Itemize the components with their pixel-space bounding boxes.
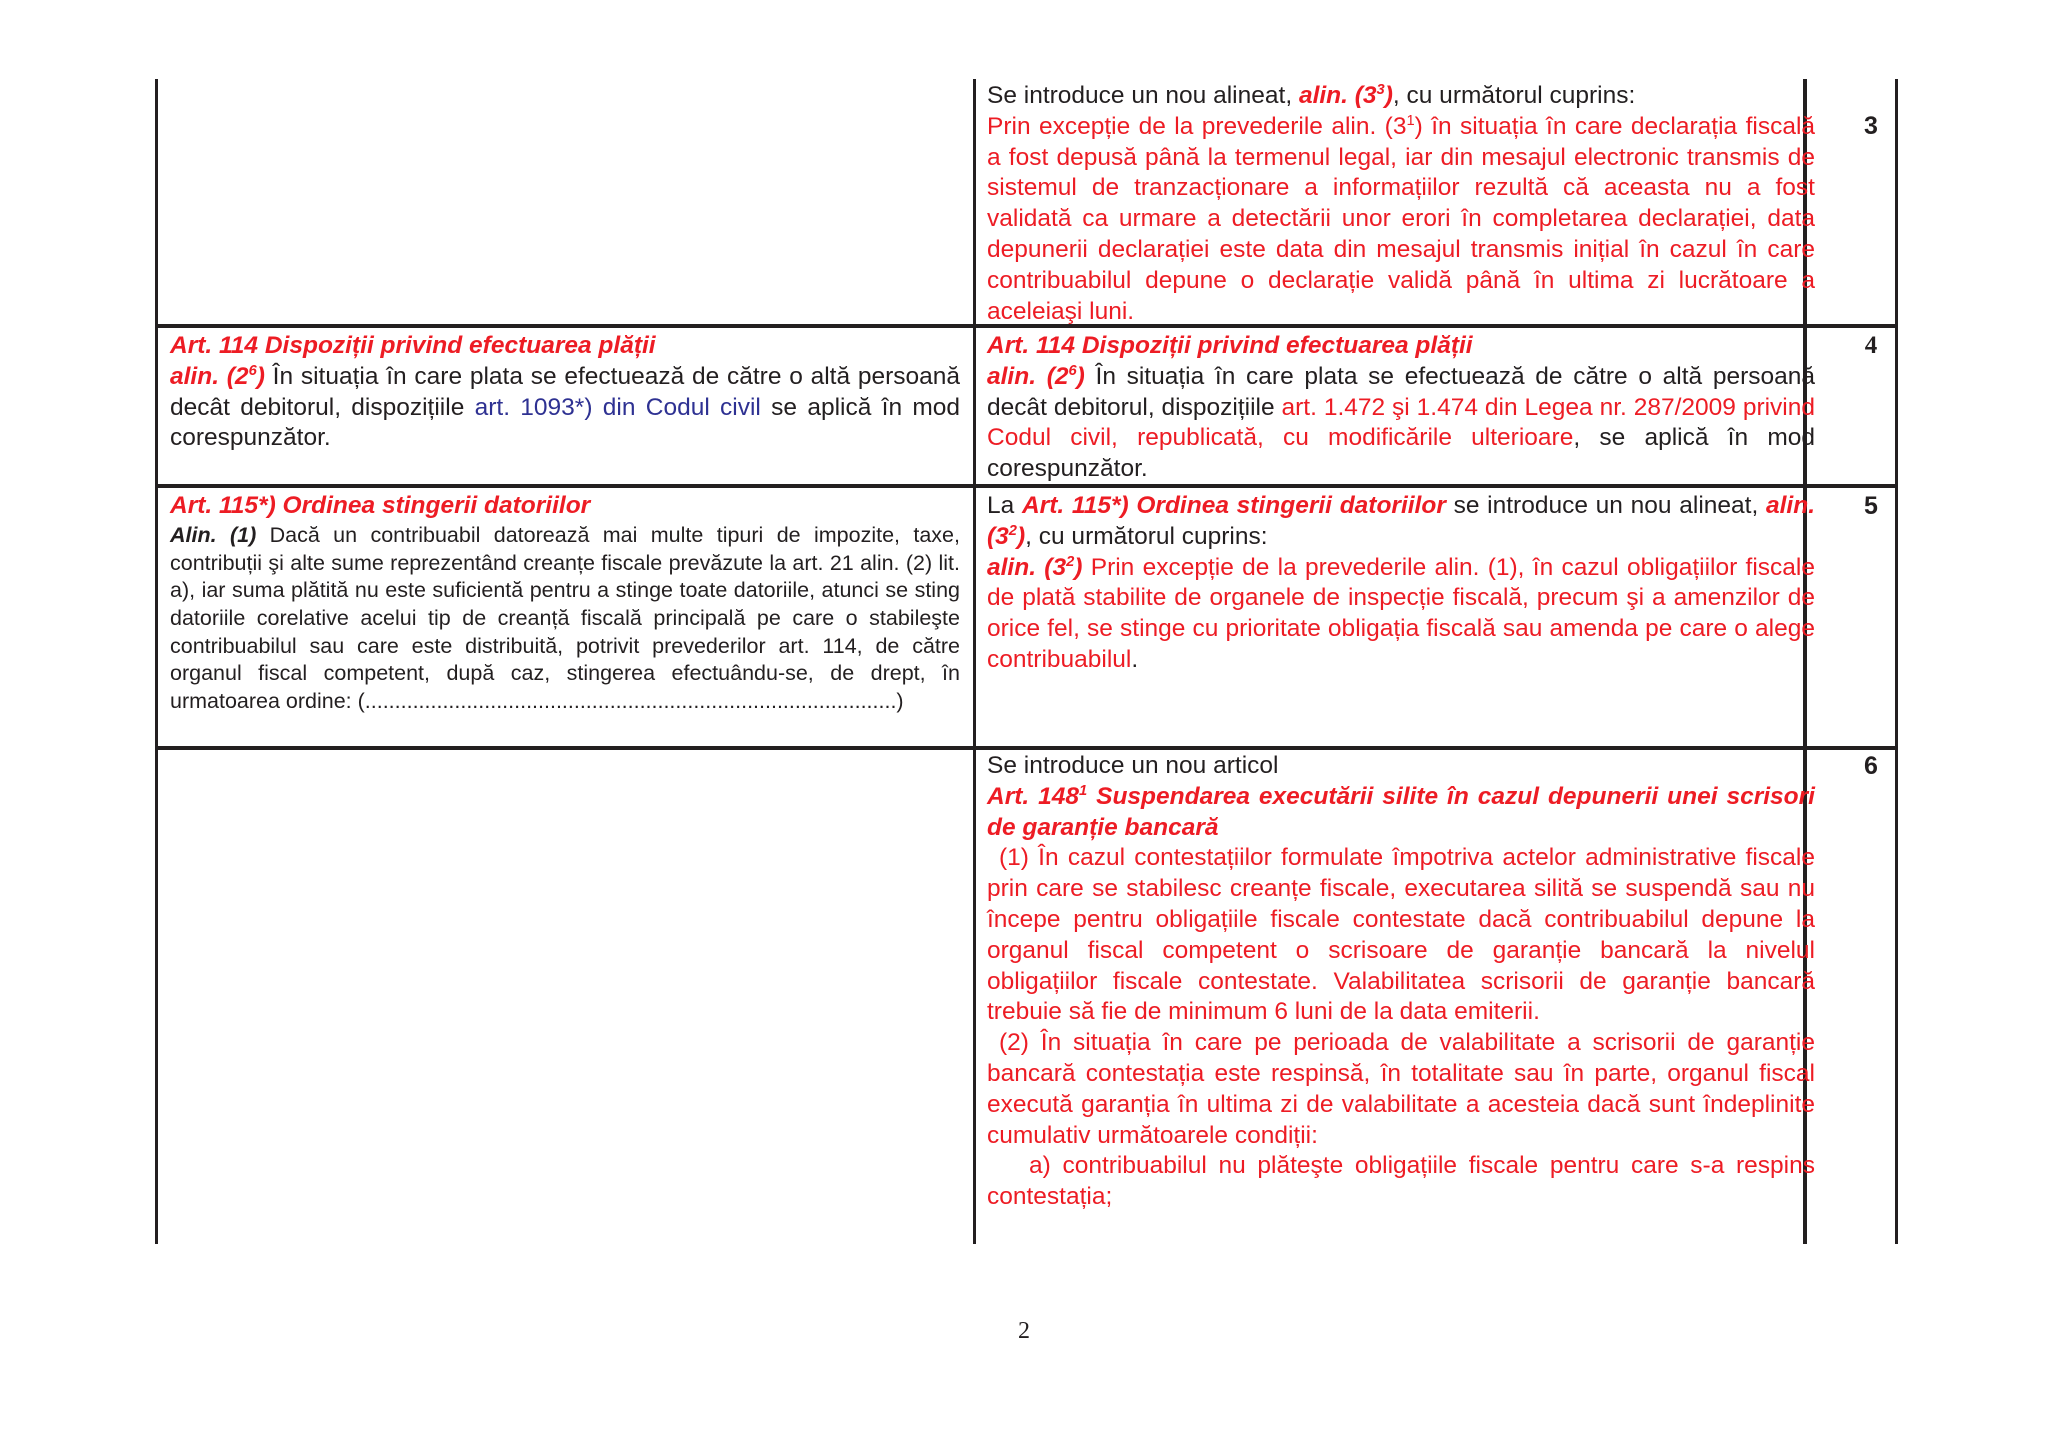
row-5-intro: La Art. 115*) Ordinea stingerii datoriilor se introduce un nou alineat, alin. $(3^2)$, cu următorul cuprins: [987, 492, 1815, 550]
row-5-proposed-text [987, 491, 1815, 676]
page-number: 2 [1018, 1318, 1030, 1344]
comparison-table [155, 79, 1900, 1244]
row-5-left-title: Art. 115*) Ordinea stingerii datoriilor [170, 492, 591, 519]
row-4-left-title: Art. 114 Dispoziții privind efectuarea plății [170, 332, 656, 359]
row-6-paragraph-3: a) contribuabilul nu plăteşte obligațiile fiscale pentru care s-a respins contestația; [987, 1152, 1815, 1211]
civil-code-reference: art. 1093*) din Codul civil [474, 393, 761, 421]
row-4-current-text [170, 331, 960, 454]
row-4-right-title: Art. 114 Dispoziții privind efectuarea plății [987, 332, 1473, 359]
row-6-proposed-text [987, 751, 1815, 1213]
row-5-left-body: Alin. (1) Dacă un contribuabil datorează mai multe tipuri de impozite, taxe, contribuții şi alte sume reprezentând creanțe fiscale prevăzute la art. 21 alin. (2) lit. a), iar suma plătită nu este suficientă pentru a stinge toate datoriile, atunci se sting datoriile corelative acelui tip de creanță fiscală principală pe care o stabileşte contribuabilul sau care este distribuită, potrivit prevederilor art. 114, de către organul fiscal competent, după caz, stingerea efectuându-se, de drept, în urmatoarea ordine: (.........................................................................................) [170, 522, 960, 714]
row-4-proposed-text [987, 331, 1815, 485]
row-5-right-body: alin. $(3^2)$ Prin excepție de la prevederile alin. (1), în cazul obligațiilor fiscale de plată stabilite de organele de inspecție fiscală, precum şi a amenzilor de orice fel, se stinge cu prioritate obligația fiscală sau amenda pe care o alege contribuabilul. [987, 553, 1815, 673]
row-4-left-body: alin. $(2^6)$ În situația în care plata se efectuează de către o altă persoană decât debitorul, dispozițiile art. 1093*) din Codul civil se aplică în mod corespunzător. [170, 362, 961, 452]
table-left-border [155, 79, 158, 1244]
row-4-number: 4 [1864, 332, 1878, 359]
row-divider-3 [155, 746, 1898, 750]
row-6-paragraph-1: (1) În cazul contestațiilor formulate împotriva actelor administrative fiscale prin care se stabilesc creanțe fiscale, executarea silită se suspendă sau nu începe pentru obligațiile fiscale contestate dacă contribuabilul depune la organul fiscal competent o scrisoare de garanție bancară la nivelul obligațiilor fiscale contestate. Valabilitatea scrisorii de garanție bancară trebuie să fie de minimum 6 luni de la data emiterii. [987, 844, 1815, 1026]
row-6-paragraph-2: (2) În situația în care pe perioada de valabilitate a scrisorii de garanție bancară contestația este respinsă, în totalitate sau în parte, organul fiscal execută garanția în ultima zi de valabilitate a acesteia dacă sunt îndeplinite cumulativ următoarele condiții: [987, 1029, 1815, 1149]
row-3-number: 3 [1864, 112, 1878, 140]
table-right-border [1895, 79, 1898, 1244]
column-divider-1 [973, 79, 976, 1244]
row-3-body: Prin excepție de la prevederile alin. $(3^1)$ în situația în care declarația fiscală a fost depusă până la termenul legal, iar din mesajul electronic transmis de sistemul de tranzacționare a informațiilor rezultă că aceasta nu a fost validată ca urmare a detectării unor erori în completarea declarației, data depunerii declarației este data din mesajul transmis inițial în cazul în care contribuabilul depune o declarație validă până în ultima zi lucrătoare a aceleiaşi luni. [987, 112, 1816, 325]
row-3-proposed-text [987, 81, 1815, 327]
row-6-intro: Se introduce un nou articol [987, 752, 1279, 779]
row-5-number: 5 [1864, 492, 1878, 520]
row-5-current-text [170, 491, 960, 716]
row-6-number: 6 [1864, 752, 1878, 780]
row-6-title: Art. $148^1$ Suspendarea executării silite în cazul depunerii unei scrisori de garanție bancară [987, 782, 1815, 841]
row-3-intro: Se introduce un nou alineat, alin. $(3^3)$, cu următorul cuprins: [987, 81, 1636, 109]
row-4-right-body: alin. $(2^6)$ În situația în care plata se efectuează de către o altă persoană decât debitorul, dispozițiile art. 1.472 şi 1.474 din Legea nr. 287/2009 privind Codul civil, republicată, cu modificările ulterioare, se aplică în mod corespunzător. [987, 362, 1816, 483]
